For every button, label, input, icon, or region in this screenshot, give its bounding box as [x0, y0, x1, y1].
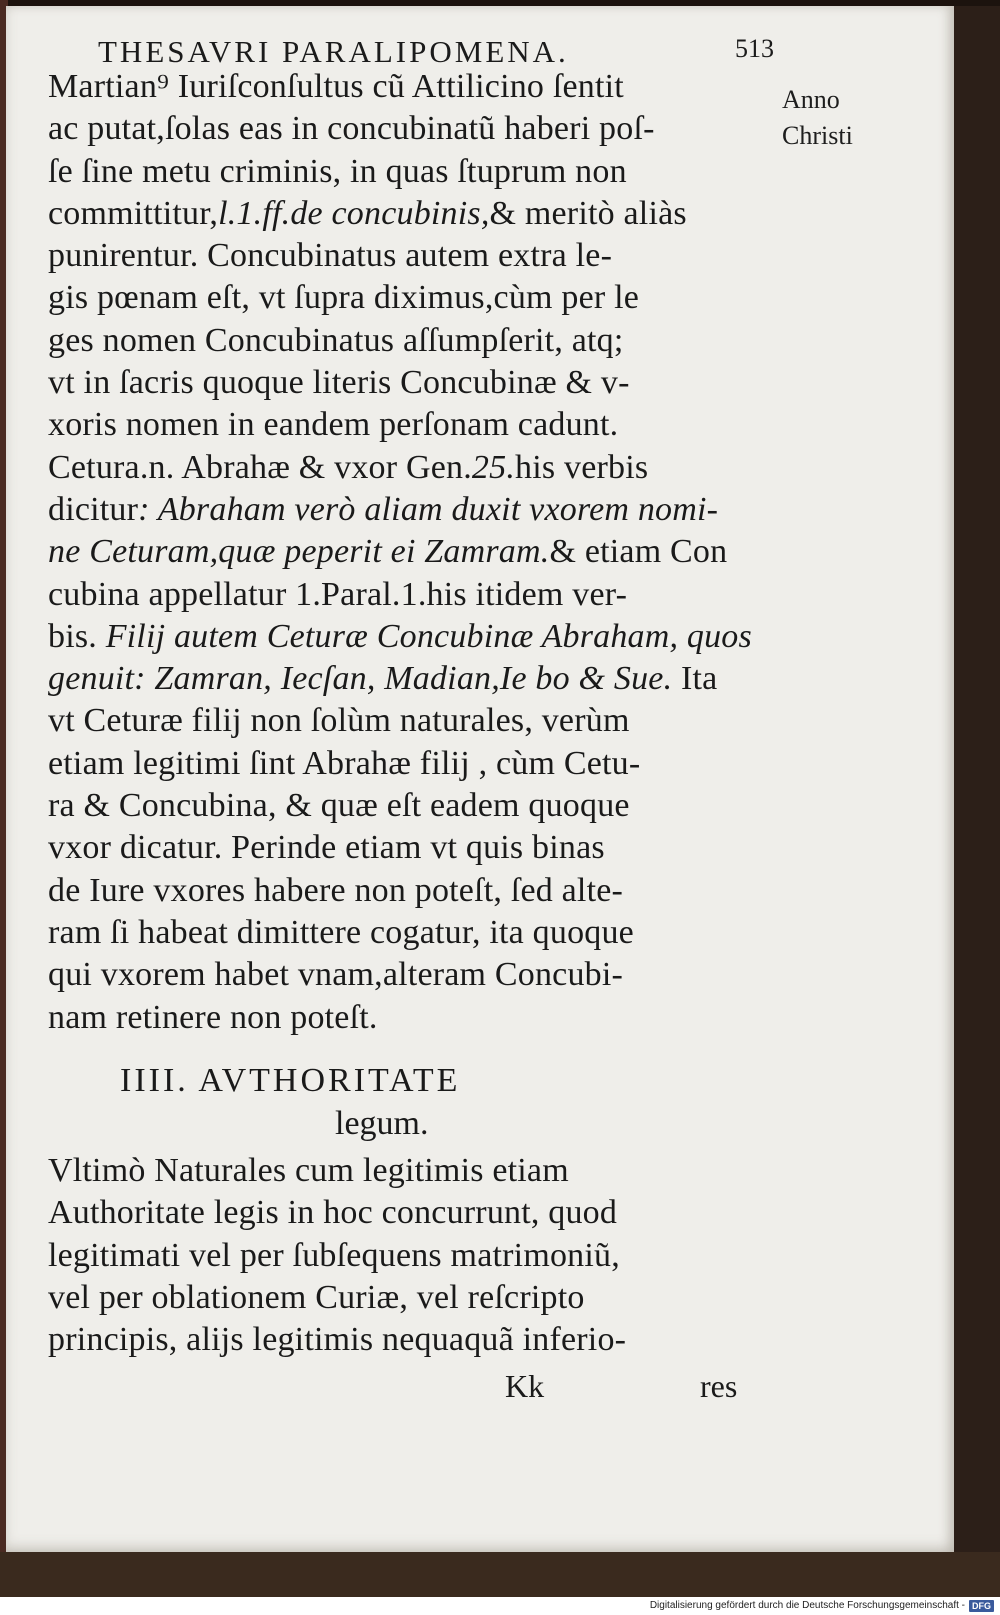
text-line: ram ſi habeat dimittere cogatur, ita quoque — [48, 913, 634, 951]
digitization-credit — [650, 1597, 994, 1615]
body-text-block-2 — [48, 1150, 768, 1361]
text-line: vel per oblationem Curiæ, vel reſcripto — [48, 1278, 585, 1316]
text-line — [48, 531, 768, 573]
text-line: principis, alijs legitimis nequaquã inferio- — [48, 1321, 627, 1359]
text-segment: Ita — [672, 660, 718, 698]
text-line: de Iure vxores habere non poteſt, ſed alte- — [48, 871, 624, 909]
text-line — [48, 447, 768, 489]
text-line: ac putat,ſolas eas in concubinatũ haberi poſ- — [48, 110, 655, 148]
text-line: ges nomen Concubinatus aſſumpſerit, atq; — [48, 321, 624, 359]
catchword: res — [700, 1368, 738, 1404]
italic-citation: : Abraham verò aliam duxit vxorem nomi- — [138, 490, 719, 528]
text-line: qui vxorem habet vnam,alteram Concubi- — [48, 956, 624, 994]
text-segment: & etiam Con — [549, 533, 728, 571]
text-line: ra & Concubina, & quæ eſt eadem quoque — [48, 787, 630, 825]
margin-note-line: Christi — [782, 121, 853, 150]
text-line: nam retinere non poteſt. — [48, 998, 378, 1036]
dfg-logo: DFG — [969, 1600, 994, 1612]
signature-mark: Kk — [505, 1368, 545, 1404]
text-line: gis pœnam eſt, vt ſupra diximus,cùm per le — [48, 279, 640, 317]
text-line: vt Ceturæ filij non ſolùm naturales, verùm — [48, 702, 630, 740]
italic-citation: genuit: Zamran, Iecſan, Madian,Ie bo & Sue. — [48, 660, 673, 698]
text-line: ſe ſine metu criminis, in quas ſtuprum non — [48, 152, 627, 190]
section-heading: IIII. AVTHORITATE — [120, 1062, 461, 1099]
text-line — [48, 658, 768, 700]
text-line: vt in ſacris quoque literis Concubinæ & v- — [48, 364, 630, 402]
italic-citation: ne Ceturam,quæ peperit ei Zamram. — [48, 533, 550, 571]
digitization-credit-text: Digitalisierung gefördert durch die Deutsche Forschungsgemeinschaft - — [649, 1600, 965, 1611]
body-text-block — [48, 66, 768, 1039]
running-title: THESAVRI PARALIPOMENA. — [98, 34, 569, 69]
background-strip-bottom — [0, 1552, 1000, 1597]
text-segment: bis. — [48, 617, 106, 655]
italic-citation: 25. — [471, 448, 516, 486]
margin-note — [782, 82, 853, 154]
text-line: etiam legitimi ſint Abrahæ filij , cùm Cetu- — [48, 744, 641, 782]
margin-note-line: Anno — [782, 85, 840, 114]
text-segment: committitur, — [48, 194, 219, 232]
background-strip-right — [954, 6, 1000, 1552]
text-line: Authoritate legis in hoc concurrunt, quod — [48, 1194, 618, 1232]
text-line: legitimati vel per ſubſequens matrimoniũ, — [48, 1236, 620, 1274]
section-heading-continuation: legum. — [335, 1105, 429, 1142]
text-segment: his verbis — [515, 448, 649, 486]
text-line: punirentur. Concubinatus autem extra le- — [48, 237, 613, 275]
italic-citation: l.1.ff.de concubinis, — [218, 194, 490, 232]
text-line: xoris nomen in eandem perſonam cadunt. — [48, 406, 619, 444]
text-line — [48, 616, 768, 658]
text-segment: Cetura.n. Abrahæ & vxor Gen. — [48, 448, 472, 486]
text-line — [48, 489, 768, 531]
text-line: Martian⁹ Iuriſconſultus cũ Attilicino ſentit — [48, 68, 624, 105]
text-line — [48, 193, 768, 235]
page-number: 513 — [735, 34, 774, 63]
italic-citation: Filij autem Ceturæ Concubinæ Abraham, quos — [105, 617, 752, 655]
text-line: Vltimò Naturales cum legitimis etiam — [48, 1152, 569, 1189]
text-line: vxor dicatur. Perinde etiam vt quis binas — [48, 829, 605, 867]
text-line: cubina appellatur 1.Paral.1.his itidem ver- — [48, 575, 628, 613]
text-segment: dicitur — [48, 490, 139, 528]
text-segment: & meritò aliàs — [489, 194, 687, 232]
